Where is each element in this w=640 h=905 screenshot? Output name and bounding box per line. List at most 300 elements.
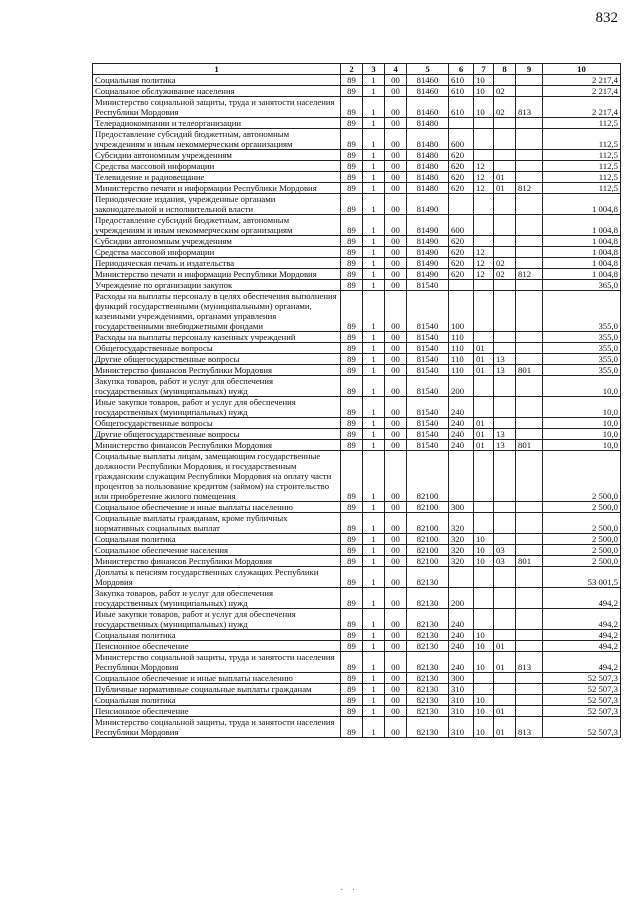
code-cell: 10: [474, 641, 494, 652]
code-cell: 1: [363, 354, 385, 365]
code-cell: 240: [449, 440, 474, 451]
column-header: 1: [93, 64, 341, 75]
code-cell: 89: [341, 652, 363, 673]
code-cell: [474, 502, 494, 513]
code-cell: 1: [363, 609, 385, 630]
code-cell: [516, 630, 543, 641]
code-cell: [449, 280, 474, 291]
code-cell: [474, 332, 494, 343]
code-cell: 89: [341, 161, 363, 172]
scan-artifact-dots: · ·: [340, 885, 359, 896]
amount-cell: 355,0: [543, 365, 621, 376]
code-cell: [474, 129, 494, 150]
code-cell: 00: [385, 588, 407, 609]
code-cell: [516, 376, 543, 397]
code-cell: 89: [341, 556, 363, 567]
code-cell: [449, 567, 474, 588]
row-name-cell: Министерство печати и информации Республики Мордовия: [93, 269, 341, 280]
row-name-cell: Пенсионное обеспечение: [93, 641, 341, 652]
table-row: [93, 630, 621, 641]
code-cell: 82130: [407, 695, 449, 706]
code-cell: 81540: [407, 418, 449, 429]
amount-cell: 2 500,0: [543, 545, 621, 556]
code-cell: 00: [385, 118, 407, 129]
column-header: 4: [385, 64, 407, 75]
code-cell: 81540: [407, 354, 449, 365]
amount-cell: 355,0: [543, 332, 621, 343]
amount-cell: 112,5: [543, 172, 621, 183]
code-cell: 01: [474, 440, 494, 451]
row-name-cell: Министерство финансов Республики Мордовия: [93, 440, 341, 451]
code-cell: 89: [341, 365, 363, 376]
table-row: [93, 183, 621, 194]
code-cell: [516, 118, 543, 129]
code-cell: 12: [474, 183, 494, 194]
code-cell: 01: [494, 183, 516, 194]
code-cell: 89: [341, 429, 363, 440]
code-cell: 1: [363, 183, 385, 194]
code-cell: 81460: [407, 75, 449, 86]
code-cell: [516, 673, 543, 684]
code-cell: 00: [385, 376, 407, 397]
table-row: [93, 291, 621, 332]
code-cell: 12: [474, 258, 494, 269]
code-cell: 89: [341, 280, 363, 291]
table-row: [93, 247, 621, 258]
code-cell: 89: [341, 343, 363, 354]
amount-cell: 112,5: [543, 161, 621, 172]
code-cell: 82100: [407, 513, 449, 534]
code-cell: 1: [363, 534, 385, 545]
code-cell: [494, 247, 516, 258]
code-cell: 1: [363, 365, 385, 376]
column-header: 9: [516, 64, 543, 75]
amount-cell: 10,0: [543, 376, 621, 397]
table-row: [93, 717, 621, 738]
code-cell: 620: [449, 269, 474, 280]
code-cell: 1: [363, 161, 385, 172]
code-cell: 81540: [407, 280, 449, 291]
code-cell: [516, 429, 543, 440]
code-cell: 1: [363, 343, 385, 354]
code-cell: [494, 673, 516, 684]
code-cell: 813: [516, 652, 543, 673]
row-name-cell: Расходы на выплаты персоналу казенных учреждений: [93, 332, 341, 343]
code-cell: 00: [385, 717, 407, 738]
amount-cell: 112,5: [543, 118, 621, 129]
amount-cell: 52 507,3: [543, 673, 621, 684]
code-cell: 00: [385, 545, 407, 556]
row-name-cell: Иные закупки товаров, работ и услуг для обеспечения государственных (муниципальных) нужд: [93, 397, 341, 418]
code-cell: 89: [341, 236, 363, 247]
table-row: [93, 418, 621, 429]
code-cell: 02: [494, 269, 516, 280]
code-cell: 00: [385, 161, 407, 172]
row-name-cell: Пенсионное обеспечение: [93, 706, 341, 717]
code-cell: 81480: [407, 183, 449, 194]
code-cell: [494, 630, 516, 641]
row-name-cell: Министерство социальной защиты, труда и занятости населения Республики Мордовия: [93, 717, 341, 738]
row-name-cell: Субсидии автономным учреждениям: [93, 150, 341, 161]
code-cell: 89: [341, 172, 363, 183]
code-cell: [494, 567, 516, 588]
amount-cell: 53 001,5: [543, 567, 621, 588]
code-cell: 620: [449, 258, 474, 269]
code-cell: [516, 418, 543, 429]
code-cell: 1: [363, 194, 385, 215]
code-cell: [474, 673, 494, 684]
code-cell: 00: [385, 630, 407, 641]
code-cell: 13: [494, 354, 516, 365]
code-cell: 1: [363, 172, 385, 183]
table-row: [93, 75, 621, 86]
code-cell: 110: [449, 365, 474, 376]
code-cell: 89: [341, 534, 363, 545]
code-cell: 1: [363, 545, 385, 556]
table-row: [93, 684, 621, 695]
code-cell: 610: [449, 75, 474, 86]
column-header: 8: [494, 64, 516, 75]
table-row: [93, 673, 621, 684]
row-name-cell: Периодическая печать и издательства: [93, 258, 341, 269]
code-cell: 89: [341, 354, 363, 365]
code-cell: 620: [449, 183, 474, 194]
table-row: [93, 161, 621, 172]
table-row: [93, 695, 621, 706]
code-cell: [516, 684, 543, 695]
code-cell: 100: [449, 291, 474, 332]
table-row: [93, 194, 621, 215]
code-cell: 89: [341, 291, 363, 332]
code-cell: [516, 534, 543, 545]
code-cell: 240: [449, 418, 474, 429]
code-cell: 10: [474, 706, 494, 717]
code-cell: 610: [449, 86, 474, 97]
code-cell: 1: [363, 556, 385, 567]
code-cell: [494, 129, 516, 150]
code-cell: 812: [516, 269, 543, 280]
code-cell: [494, 343, 516, 354]
code-cell: 89: [341, 695, 363, 706]
code-cell: 1: [363, 150, 385, 161]
code-cell: 00: [385, 332, 407, 343]
code-cell: 00: [385, 354, 407, 365]
amount-cell: 2 500,0: [543, 502, 621, 513]
row-name-cell: Средства массовой информации: [93, 161, 341, 172]
code-cell: 89: [341, 397, 363, 418]
page-number: 832: [595, 10, 618, 26]
code-cell: 10: [474, 630, 494, 641]
row-name-cell: Субсидии автономным учреждениям: [93, 236, 341, 247]
row-name-cell: Социальная политика: [93, 534, 341, 545]
code-cell: [516, 513, 543, 534]
code-cell: [516, 86, 543, 97]
code-cell: 81480: [407, 150, 449, 161]
code-cell: 00: [385, 258, 407, 269]
code-cell: [516, 451, 543, 502]
row-name-cell: Министерство финансов Республики Мордовия: [93, 556, 341, 567]
code-cell: [516, 215, 543, 236]
code-cell: [449, 194, 474, 215]
code-cell: [474, 513, 494, 534]
code-cell: 81460: [407, 97, 449, 118]
code-cell: 1: [363, 75, 385, 86]
code-cell: 82100: [407, 545, 449, 556]
code-cell: [516, 332, 543, 343]
row-name-cell: Предоставление субсидий бюджетным, автономным учреждениям и иным некоммерческим организациям: [93, 215, 341, 236]
table-row: [93, 588, 621, 609]
code-cell: 89: [341, 502, 363, 513]
code-cell: 89: [341, 215, 363, 236]
amount-cell: 2 500,0: [543, 513, 621, 534]
code-cell: 01: [474, 365, 494, 376]
code-cell: [516, 354, 543, 365]
code-cell: 00: [385, 513, 407, 534]
code-cell: 1: [363, 258, 385, 269]
code-cell: 00: [385, 397, 407, 418]
row-name-cell: Иные закупки товаров, работ и услуг для обеспечения государственных (муниципальных) нужд: [93, 609, 341, 630]
code-cell: 1: [363, 269, 385, 280]
table-row: [93, 343, 621, 354]
code-cell: [516, 75, 543, 86]
code-cell: 81540: [407, 429, 449, 440]
code-cell: 00: [385, 440, 407, 451]
code-cell: 110: [449, 343, 474, 354]
amount-cell: 10,0: [543, 397, 621, 418]
row-name-cell: Периодические издания, учрежденные органами законодательной и исполнительной власти: [93, 194, 341, 215]
code-cell: 89: [341, 717, 363, 738]
code-cell: 01: [474, 354, 494, 365]
code-cell: [449, 118, 474, 129]
row-name-cell: Телерадиокомпании и телеорганизации: [93, 118, 341, 129]
code-cell: [474, 118, 494, 129]
code-cell: 1: [363, 429, 385, 440]
code-cell: 1: [363, 684, 385, 695]
row-name-cell: Социальное обслуживание населения: [93, 86, 341, 97]
code-cell: 10: [474, 556, 494, 567]
amount-cell: 52 507,3: [543, 695, 621, 706]
code-cell: 1: [363, 129, 385, 150]
column-header: 7: [474, 64, 494, 75]
code-cell: [494, 236, 516, 247]
code-cell: [494, 513, 516, 534]
code-cell: 81540: [407, 397, 449, 418]
code-cell: 89: [341, 150, 363, 161]
amount-cell: 494,2: [543, 630, 621, 641]
code-cell: [474, 588, 494, 609]
code-cell: 1: [363, 695, 385, 706]
code-cell: 00: [385, 150, 407, 161]
code-cell: 82130: [407, 567, 449, 588]
row-name-cell: Общегосударственные вопросы: [93, 418, 341, 429]
amount-cell: 1 004,8: [543, 258, 621, 269]
code-cell: 00: [385, 86, 407, 97]
code-cell: 1: [363, 332, 385, 343]
code-cell: 1: [363, 247, 385, 258]
code-cell: 1: [363, 502, 385, 513]
code-cell: [474, 215, 494, 236]
table-row: [93, 365, 621, 376]
code-cell: 00: [385, 652, 407, 673]
code-cell: 00: [385, 502, 407, 513]
code-cell: 00: [385, 75, 407, 86]
code-cell: 1: [363, 376, 385, 397]
code-cell: 02: [494, 258, 516, 269]
code-cell: 620: [449, 247, 474, 258]
table-row: [93, 534, 621, 545]
table-row: [93, 609, 621, 630]
code-cell: 01: [474, 343, 494, 354]
code-cell: 1: [363, 588, 385, 609]
code-cell: 240: [449, 397, 474, 418]
table-row: [93, 86, 621, 97]
code-cell: 81480: [407, 161, 449, 172]
code-cell: 89: [341, 129, 363, 150]
code-cell: 1: [363, 86, 385, 97]
code-cell: 89: [341, 609, 363, 630]
row-name-cell: Министерство финансов Республики Мордовия: [93, 365, 341, 376]
code-cell: 00: [385, 97, 407, 118]
code-cell: 110: [449, 332, 474, 343]
amount-cell: 1 004,8: [543, 269, 621, 280]
code-cell: 00: [385, 280, 407, 291]
row-name-cell: Доплаты к пенсиям государственных служащих Республики Мордовия: [93, 567, 341, 588]
row-name-cell: Министерство социальной защиты, труда и занятости населения Республики Мордовия: [93, 97, 341, 118]
table-row: [93, 258, 621, 269]
code-cell: 110: [449, 354, 474, 365]
code-cell: 89: [341, 258, 363, 269]
amount-cell: 2 500,0: [543, 534, 621, 545]
table-row: [93, 332, 621, 343]
code-cell: 81490: [407, 215, 449, 236]
code-cell: 620: [449, 172, 474, 183]
amount-cell: 2 217,4: [543, 75, 621, 86]
amount-cell: 2 500,0: [543, 451, 621, 502]
code-cell: 81490: [407, 258, 449, 269]
code-cell: 12: [474, 269, 494, 280]
code-cell: 10: [474, 86, 494, 97]
code-cell: 610: [449, 97, 474, 118]
code-cell: 801: [516, 440, 543, 451]
code-cell: 812: [516, 183, 543, 194]
code-cell: 89: [341, 194, 363, 215]
code-cell: [516, 567, 543, 588]
code-cell: [474, 194, 494, 215]
amount-cell: 1 004,8: [543, 236, 621, 247]
code-cell: 01: [494, 652, 516, 673]
code-cell: [516, 588, 543, 609]
code-cell: [474, 150, 494, 161]
code-cell: 00: [385, 609, 407, 630]
code-cell: 620: [449, 150, 474, 161]
code-cell: 1: [363, 291, 385, 332]
code-cell: 10: [474, 695, 494, 706]
table-row: [93, 429, 621, 440]
amount-cell: 10,0: [543, 440, 621, 451]
row-name-cell: Публичные нормативные социальные выплаты гражданам: [93, 684, 341, 695]
row-name-cell: Социальные выплаты лицам, замещающим государственные должности Республики Мордовия, и государственным гражданским служащим Республики Мордовия на оплату части процентов за пользование кредитом (займом) на строительство или приобретение жилого помещения: [93, 451, 341, 502]
row-name-cell: Учреждение по организации закупок: [93, 280, 341, 291]
code-cell: [494, 150, 516, 161]
code-cell: 620: [449, 161, 474, 172]
code-cell: [516, 280, 543, 291]
amount-cell: 52 507,3: [543, 684, 621, 695]
code-cell: 00: [385, 451, 407, 502]
code-cell: [474, 451, 494, 502]
code-cell: 00: [385, 556, 407, 567]
amount-cell: 494,2: [543, 609, 621, 630]
code-cell: [494, 215, 516, 236]
code-cell: 1: [363, 641, 385, 652]
code-cell: 10: [474, 545, 494, 556]
code-cell: [494, 695, 516, 706]
amount-cell: 494,2: [543, 588, 621, 609]
amount-cell: 10,0: [543, 429, 621, 440]
code-cell: 01: [474, 418, 494, 429]
table-row: [93, 567, 621, 588]
code-cell: 200: [449, 376, 474, 397]
code-cell: 1: [363, 717, 385, 738]
code-cell: 89: [341, 247, 363, 258]
code-cell: [516, 641, 543, 652]
code-cell: [474, 397, 494, 418]
row-name-cell: Другие общегосударственные вопросы: [93, 354, 341, 365]
code-cell: 00: [385, 673, 407, 684]
code-cell: 1: [363, 630, 385, 641]
code-cell: 10: [474, 75, 494, 86]
row-name-cell: Социальное обеспечение и иные выплаты населению: [93, 502, 341, 513]
code-cell: 1: [363, 652, 385, 673]
code-cell: [474, 684, 494, 695]
code-cell: 600: [449, 215, 474, 236]
code-cell: 320: [449, 513, 474, 534]
code-cell: 81490: [407, 269, 449, 280]
table-body: [93, 75, 621, 738]
code-cell: 00: [385, 194, 407, 215]
row-name-cell: Министерство социальной защиты, труда и занятости населения Республики Мордовия: [93, 652, 341, 673]
code-cell: 81460: [407, 86, 449, 97]
code-cell: 00: [385, 365, 407, 376]
code-cell: [516, 343, 543, 354]
code-cell: 82130: [407, 684, 449, 695]
row-name-cell: Социальное обеспечение населения: [93, 545, 341, 556]
row-name-cell: Закупка товаров, работ и услуг для обеспечения государственных (муниципальных) нужд: [93, 588, 341, 609]
code-cell: 00: [385, 269, 407, 280]
code-cell: [494, 502, 516, 513]
code-cell: 81480: [407, 118, 449, 129]
code-cell: 12: [474, 247, 494, 258]
code-cell: [516, 236, 543, 247]
code-cell: 81490: [407, 194, 449, 215]
code-cell: 00: [385, 429, 407, 440]
column-header: 5: [407, 64, 449, 75]
code-cell: 89: [341, 545, 363, 556]
code-cell: 82130: [407, 641, 449, 652]
code-cell: [494, 291, 516, 332]
table-row: [93, 641, 621, 652]
code-cell: 00: [385, 183, 407, 194]
amount-cell: 1 004,8: [543, 194, 621, 215]
amount-cell: 2 500,0: [543, 556, 621, 567]
code-cell: [494, 376, 516, 397]
code-cell: 310: [449, 695, 474, 706]
code-cell: 1: [363, 418, 385, 429]
code-cell: 00: [385, 418, 407, 429]
code-cell: 240: [449, 609, 474, 630]
code-cell: 89: [341, 684, 363, 695]
code-cell: 82130: [407, 630, 449, 641]
row-name-cell: Предоставление субсидий бюджетным, автономным учреждениям и иным некоммерческим организациям: [93, 129, 341, 150]
